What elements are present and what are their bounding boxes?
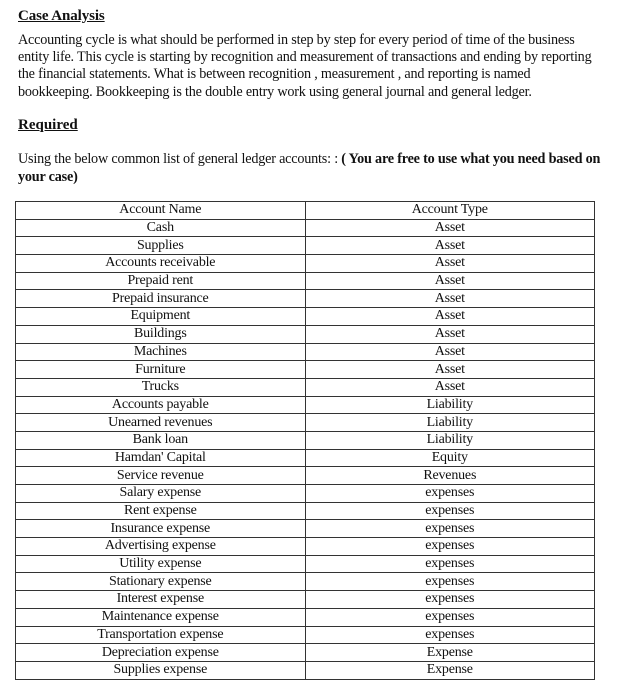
account-type-cell: expenses	[305, 538, 594, 556]
table-row	[16, 414, 595, 432]
account-name-cell: Maintenance expense	[16, 608, 306, 626]
intro-paragraph: Accounting cycle is what should be performed in step by step for every period of time of the business entity life. This cycle is starting by recognition and measurement of transactions and ending by reporting the financial statements. What is between recognition , measurement , and reporting is named bookkeeping. Bookkeeping is the double entry work using general journal and general ledger.	[18, 32, 592, 100]
instruction-text	[18, 150, 610, 186]
account-type-cell: Asset	[305, 378, 594, 396]
account-name-cell: Service revenue	[16, 467, 306, 485]
table-row	[16, 308, 595, 326]
account-type-cell: Asset	[305, 343, 594, 361]
table-row	[16, 608, 595, 626]
account-type-cell: Expense	[305, 644, 594, 662]
account-type-cell: Asset	[305, 255, 594, 273]
column-header-account-name: Account Name	[16, 202, 306, 220]
table-row	[16, 555, 595, 573]
instruction-bold: ( You are free to use what you need based on your case)	[18, 151, 601, 185]
account-name-cell: Stationary expense	[16, 573, 306, 591]
account-name-cell: Unearned revenues	[16, 414, 306, 432]
table-row	[16, 290, 595, 308]
account-type-cell: Liability	[305, 414, 594, 432]
table-row	[16, 644, 595, 662]
account-name-cell: Prepaid rent	[16, 272, 306, 290]
table-header-row	[16, 202, 595, 220]
table-row	[16, 255, 595, 273]
account-type-cell: expenses	[305, 485, 594, 503]
table-body	[16, 219, 595, 679]
account-name-cell: Supplies	[16, 237, 306, 255]
case-analysis-heading: Case Analysis	[18, 8, 105, 24]
account-type-cell: Expense	[305, 661, 594, 679]
account-type-cell: expenses	[305, 573, 594, 591]
account-type-cell: expenses	[305, 626, 594, 644]
account-type-cell: Asset	[305, 219, 594, 237]
table-row	[16, 343, 595, 361]
column-header-account-type: Account Type	[305, 202, 594, 220]
account-type-cell: Asset	[305, 325, 594, 343]
table-row	[16, 573, 595, 591]
account-type-cell: Equity	[305, 449, 594, 467]
account-type-cell: Liability	[305, 396, 594, 414]
account-type-cell: expenses	[305, 608, 594, 626]
table-row	[16, 378, 595, 396]
table-row	[16, 396, 595, 414]
account-name-cell: Interest expense	[16, 591, 306, 609]
account-name-cell: Buildings	[16, 325, 306, 343]
account-type-cell: Asset	[305, 308, 594, 326]
table-row	[16, 272, 595, 290]
ledger-accounts-table	[15, 201, 595, 680]
account-type-cell: Asset	[305, 272, 594, 290]
table-row	[16, 431, 595, 449]
account-name-cell: Prepaid insurance	[16, 290, 306, 308]
table-row	[16, 591, 595, 609]
account-name-cell: Depreciation expense	[16, 644, 306, 662]
table-row	[16, 502, 595, 520]
account-type-cell: expenses	[305, 591, 594, 609]
account-name-cell: Hamdan' Capital	[16, 449, 306, 467]
account-name-cell: Equipment	[16, 308, 306, 326]
account-type-cell: Liability	[305, 431, 594, 449]
account-type-cell: Revenues	[305, 467, 594, 485]
table-row	[16, 538, 595, 556]
account-name-cell: Advertising expense	[16, 538, 306, 556]
account-name-cell: Bank loan	[16, 431, 306, 449]
table-row	[16, 237, 595, 255]
table-row	[16, 219, 595, 237]
account-name-cell: Rent expense	[16, 502, 306, 520]
account-name-cell: Insurance expense	[16, 520, 306, 538]
required-heading: Required	[18, 117, 78, 133]
account-name-cell: Utility expense	[16, 555, 306, 573]
account-name-cell: Machines	[16, 343, 306, 361]
table-row	[16, 626, 595, 644]
account-type-cell: Asset	[305, 361, 594, 379]
account-name-cell: Accounts receivable	[16, 255, 306, 273]
table-row	[16, 661, 595, 679]
table-row	[16, 361, 595, 379]
table-row	[16, 325, 595, 343]
account-type-cell: expenses	[305, 520, 594, 538]
account-type-cell: Asset	[305, 237, 594, 255]
account-name-cell: Trucks	[16, 378, 306, 396]
account-type-cell: expenses	[305, 555, 594, 573]
table-row	[16, 520, 595, 538]
account-name-cell: Supplies expense	[16, 661, 306, 679]
account-type-cell: expenses	[305, 502, 594, 520]
account-name-cell: Salary expense	[16, 485, 306, 503]
account-name-cell: Furniture	[16, 361, 306, 379]
instruction-normal: Using the below common list of general ledger accounts: :	[18, 151, 342, 167]
account-type-cell: Asset	[305, 290, 594, 308]
table-row	[16, 485, 595, 503]
account-name-cell: Transportation expense	[16, 626, 306, 644]
table-row	[16, 467, 595, 485]
table-row	[16, 449, 595, 467]
account-name-cell: Accounts payable	[16, 396, 306, 414]
account-name-cell: Cash	[16, 219, 306, 237]
